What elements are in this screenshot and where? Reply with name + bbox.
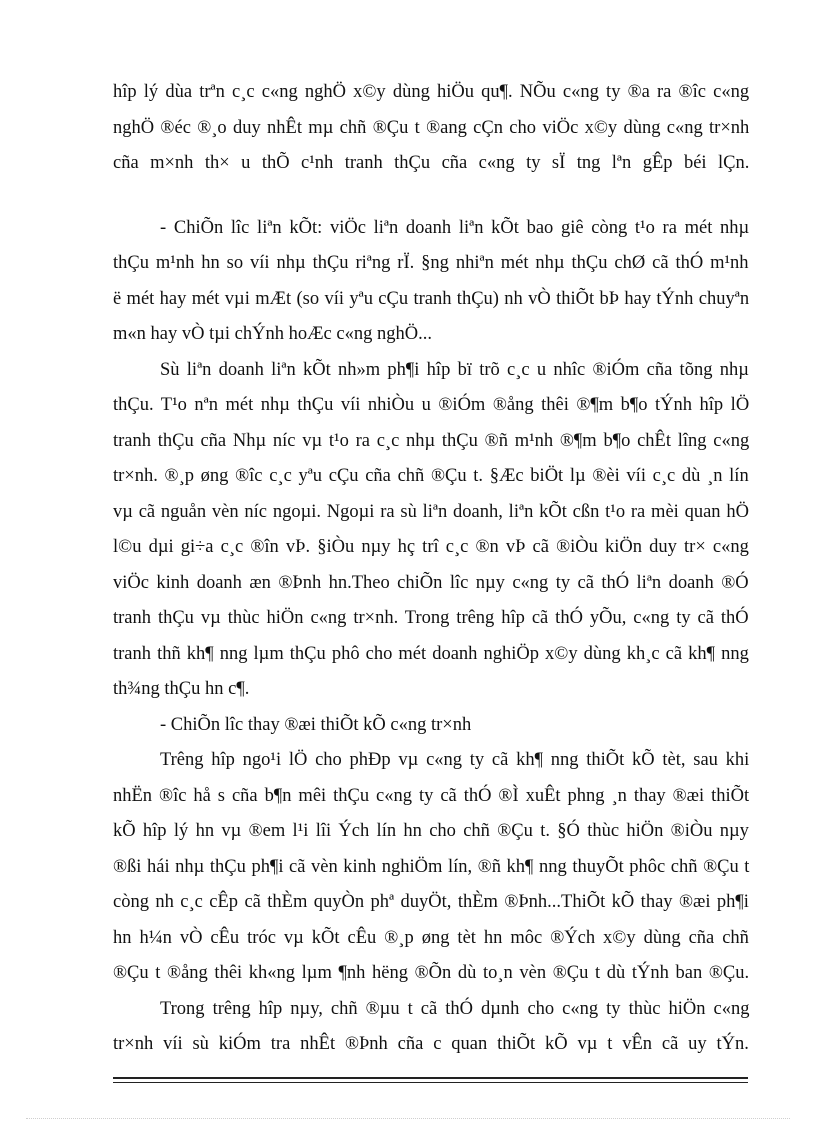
text-line: ®ßi hái nhµ thÇu ph¶i cã vèn kinh nghiÖm lín, ®ñ kh¶ nng thuyÕt phôc chñ ®Çu t bbox=[113, 857, 750, 877]
text-line: viÖc kinh doanh æn ®Þnh hn.Theo chiÕn lîc nµy c«ng ty cã thÓ liªn doanh ®Ó bbox=[113, 573, 749, 593]
text-line: tr×nh víi sù kiÓm tra nhÊt ®Þnh cña c quan thiÕt kÕ vµ t vÊn cã uy tÝn. bbox=[113, 1034, 749, 1054]
text-line: ®Çu t ®ång thêi kh«ng lµm ¶nh hëng ®Õn dù to¸n vèn ®Çu t dù tÝnh ban ®Çu. bbox=[113, 963, 750, 983]
text-line: tranh thÇu cña Nhµ níc vµ t¹o ra c¸c nhµ thÇu ®ñ m¹nh ®¶m b¶o chÊt lîng c«ng bbox=[113, 431, 750, 451]
text-line: nghÖ ®éc ®¸o duy nhÊt mµ chñ ®Çu t ®ang cÇn cho viÖc x©y dùng c«ng tr×nh bbox=[113, 118, 750, 138]
text-line: hn h¼n vÒ cÊu tróc vµ kÕt cÊu ®¸p øng tèt hn môc ®Ých x©y dùng cña chñ bbox=[113, 928, 749, 948]
text-line: thÇu m¹nh hn so víi nhµ thÇu riªng rÏ. §ng nhiªn mét nhµ thÇu chØ cã thÓ m¹nh bbox=[113, 253, 749, 273]
text-line: - ChiÕn lîc liªn kÕt: viÖc liªn doanh liªn kÕt bao giê còng t¹o ra mét nhµ bbox=[160, 218, 750, 238]
text-line: thÇu. T¹o nªn mét nhµ thÇu víi nhiÒu u ®iÓm ®ång thêi ®¶m b¶o tÝnh hîp lÖ bbox=[113, 395, 750, 415]
section-heading: - ChiÕn lîc thay ®æi thiÕt kÕ c«ng tr×nh bbox=[160, 715, 472, 735]
text-line: ë mét hay mét vµi mÆt (so víi yªu cÇu tranh thÇu) nh vÒ thiÕt bÞ hay tÝnh chuyªn bbox=[113, 289, 750, 309]
text-line: cña m×nh th× u thÕ c¹nh tranh thÇu cña c«ng ty sÏ tng lªn gÊp béi lÇn. bbox=[113, 153, 750, 173]
text-line: còng nh c¸c cÊp cã thÈm quyÒn phª duyÖt, thÈm ®Þnh...ThiÕt kÕ thay ®æi ph¶i bbox=[113, 892, 749, 912]
text-line: tranh thÇu vµ thùc hiÖn c«ng tr×nh. Trong trêng hîp cã thÓ yÕu, c«ng ty cã thÓ bbox=[113, 608, 749, 628]
text-line: tranh thñ kh¶ nng lµm thÇu phô cho mét doanh nghiÖp x©y dùng kh¸c cã kh¶ nng bbox=[113, 644, 749, 664]
text-line: Trong trêng hîp nµy, chñ ®µu t cã thÓ dµnh cho c«ng ty thùc hiÖn c«ng bbox=[160, 999, 750, 1019]
text-line: tr×nh. ®¸p øng ®îc c¸c yªu cÇu cña chñ ®Çu t. §Æc biÖt lµ ®èi víi c¸c dù ¸n lín bbox=[113, 466, 749, 486]
footer-divider bbox=[113, 1077, 748, 1079]
text-line: th¾ng thÇu hn c¶. bbox=[113, 679, 250, 699]
text-line: vµ cã nguån vèn níc ngoµi. Ngoµi ra sù liªn doanh, liªn kÕt cßn t¹o ra mèi quan hÖ bbox=[113, 502, 749, 522]
text-line: m«n hay vÒ tµi chÝnh hoÆc c«ng nghÖ... bbox=[113, 324, 432, 344]
text-line: Sù liªn doanh liªn kÕt nh»m ph¶i hîp bï trõ c¸c u nhîc ®iÓm cña tõng nhµ bbox=[160, 360, 749, 380]
text-line: nhËn ®îc hå s cña b¶n mêi thÇu c«ng ty cã thÓ ®Ì xuÊt phng ¸n thay ®æi thiÕt bbox=[113, 786, 750, 806]
text-line: hîp lý dùa trªn c¸c c«ng nghÖ x©y dùng hiÖu qu¶. NÕu c«ng ty ®a ra ®îc c«ng bbox=[113, 82, 750, 102]
text-line: kÕ hîp lý hn vµ ®em l¹i lîi Ých lín hn cho chñ ®Çu t. §Ó thùc hiÖn ®iÒu nµy bbox=[113, 821, 749, 841]
text-line: l©u dµi gi÷a c¸c ®în vÞ. §iÒu nµy hç trî c¸c ®n vÞ cã ®iÒu kiÖn duy tr× c«ng bbox=[113, 537, 749, 557]
text-line: Trêng hîp ngo¹i lÖ cho phÐp vµ c«ng ty cã kh¶ nng thiÕt kÕ tèt, sau khi bbox=[160, 750, 750, 770]
footer-divider-thin bbox=[113, 1082, 748, 1083]
page-edge-dotted-line bbox=[26, 1118, 790, 1119]
